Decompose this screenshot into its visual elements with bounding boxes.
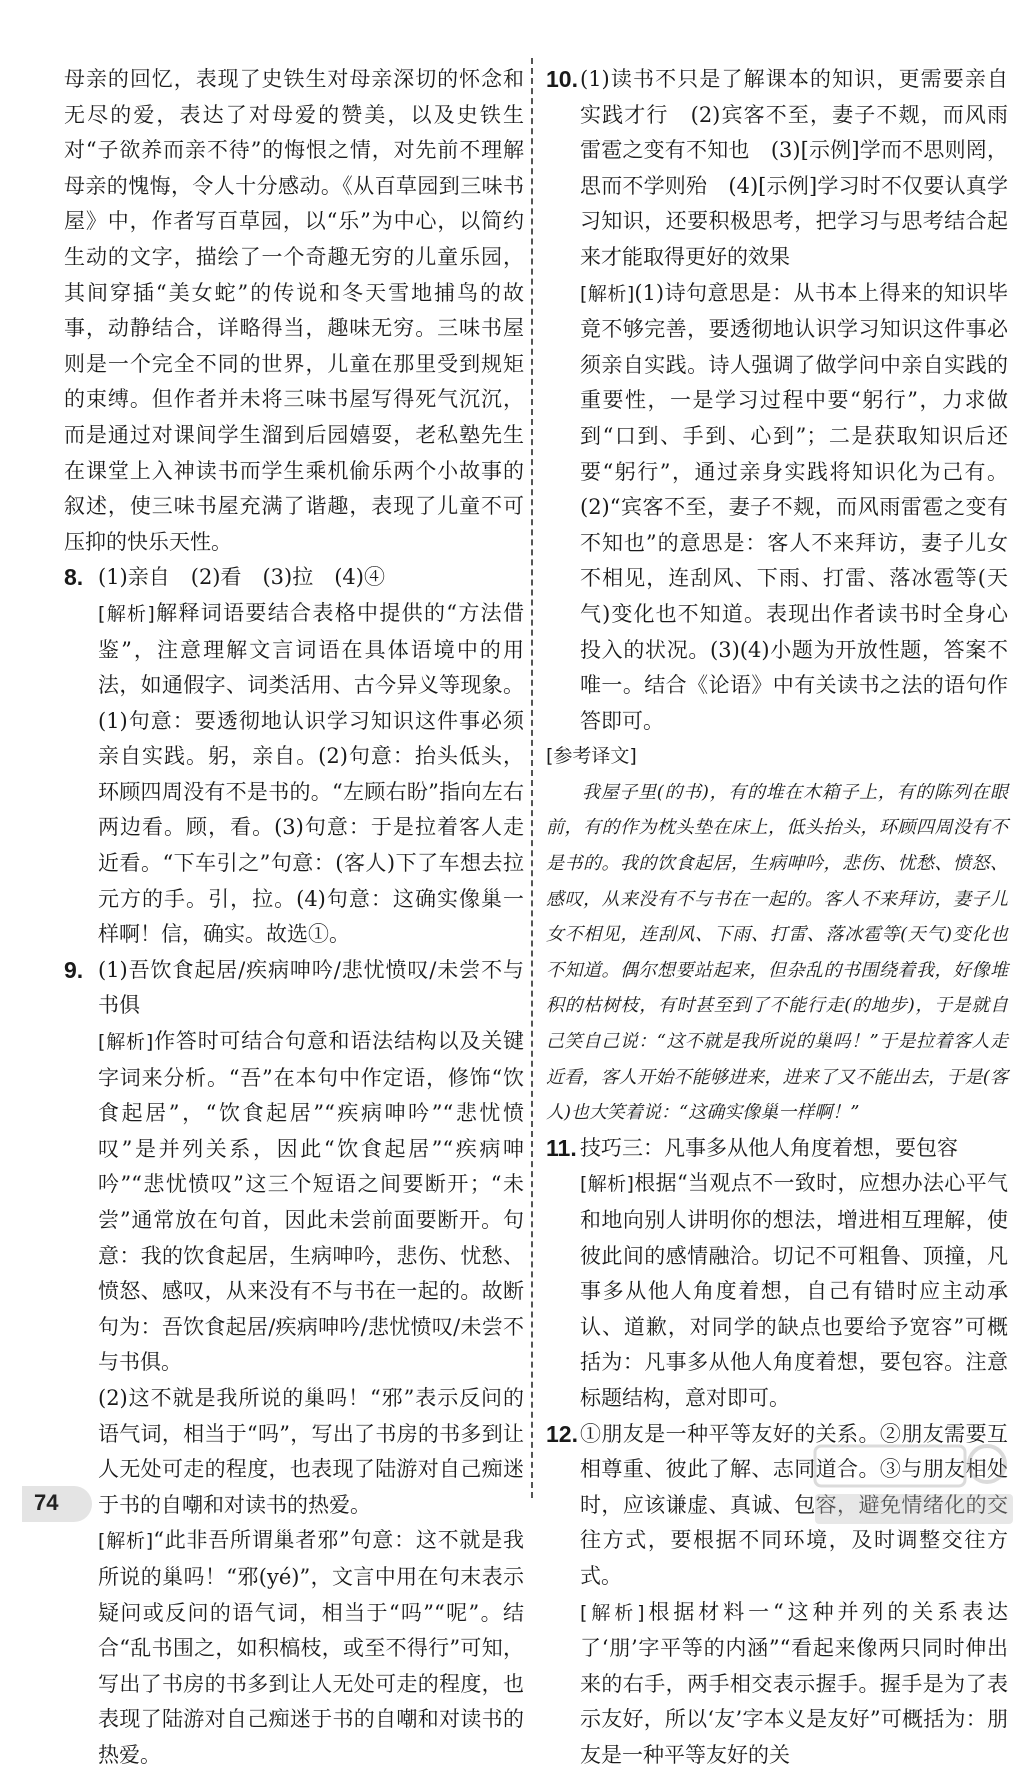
question-number: 12.	[546, 1420, 578, 1447]
analysis-tag: [解析]	[580, 282, 635, 305]
analysis-block	[98, 1024, 524, 1381]
analysis-tag: [解析]	[98, 1031, 154, 1054]
analysis-text: 解释词语要结合表格中提供的“方法借鉴”，注意理解文言词语在具体语境中的用法，如通假字、词类活用、古今异义等现象。(1)句意：要透彻地认识学习知识这件事必须亲自实践。躬，亲自。(2)句意：抬头低头，环顾四周没有不是书的。“左顾右盼”指向左右两边看。顾，看。(3)句意：于是拉着客人走近看。“下车引之”句意：(客人)下了车想去拉元方的手。引，拉。(4)句意：这确实像巢一样啊！信，确实。故选①。	[98, 600, 525, 947]
question-number: 10.	[546, 66, 578, 92]
question-9	[64, 953, 524, 1774]
analysis-block	[580, 1595, 1008, 1774]
answer-text: 技巧三：凡事多从他人角度着想，要包容	[580, 1135, 958, 1160]
analysis-block	[98, 596, 524, 953]
question-10	[546, 62, 1008, 739]
reference-translation-title: [参考译文]	[546, 745, 637, 768]
answer-text: (1)吾饮食起居/疾病呻吟/悲忧愤叹/未尝不与书俱	[98, 957, 524, 1018]
page-number-tab	[22, 1486, 92, 1522]
question-number: 8.	[64, 564, 84, 591]
answer-text: (1)亲自 (2)看 (3)拉 (4)④	[98, 565, 385, 590]
analysis-tag: [解析]	[98, 602, 155, 625]
analysis-text: (1)诗句意思是：从书本上得来的知识毕竟不够完善，要透彻地认识学习知识这件事必须亲自实践。诗人强调了做学问中亲自实践的重要性，一是学习过程中要“躬行”，力求做到“口到、手到、心到”；二是获取知识后还要“躬行”，通过亲身实践将知识化为己有。(2)“宾客不至，妻子不觌，而风雨雷雹之变有不知也”的意思是：客人不来拜访，妻子儿女不相见，连刮风、下雨、打雷、落冰雹等(天气)变化也不知道。表现出作者读书时全身心投入的状况。(3)(4)小题为开放性题，答案不唯一。结合《论语》中有关读书之法的语句作答即可。	[580, 280, 1009, 733]
analysis-text: 根据材料一“这种并列的关系表达了‘朋’字平等的内涵”“看起来像两只同时伸出来的右手，两手相交表示握手。握手是为了表示友好，所以‘友’字本义是友好”可概括为：朋友是一种平等友好的关	[580, 1599, 1008, 1767]
answer-text: (1)读书不只是了解课本的知识，更需要亲自实践才行 (2)宾客不至，妻子不觌，而风雨雷雹之变有不知也 (3)[示例]学而不思则罔，思而不学则殆 (4)[示例]学习时不仅要认真学习知识，还要积极思考，把学习与思考结合起来才能取得更好的效果	[580, 67, 1008, 269]
question-number: 9.	[64, 956, 84, 983]
analysis-tag: [解析]	[580, 1601, 645, 1624]
left-column	[64, 62, 524, 1774]
watermark-logo	[809, 1438, 1019, 1530]
question-number: 11.	[546, 1134, 577, 1161]
analysis-text: 作答时可结合句意和语法结构以及关键字词来分析。“吾”在本句中作定语，修饰“饮食起居”，“饮食起居”“疾病呻吟”“悲忧愤叹”是并列关系，因此“饮食起居”“疾病呻吟”“悲忧愤叹”这三个短语之间要断开；“未尝”通常放在句首，因此未尝前面要断开。句意：我的饮食起居，生病呻吟，悲伤、忧愁、愤怒、感叹，从来没有不与书在一起的。故断句为：吾饮食起居/疾病呻吟/悲忧愤叹/未尝不与书俱。	[98, 1029, 525, 1375]
analysis-block	[580, 1166, 1008, 1416]
answer-text: ①朋友是一种平等友好的关系。②朋友需要互相尊重、彼此了解、志同道合。③与朋友相处时，应该谦虚、真诚、包容，避免情绪化的交往方式，要根据不同环境，及时调整交往方式。	[580, 1421, 1008, 1588]
column-divider	[531, 58, 533, 1498]
analysis-block	[98, 1523, 524, 1773]
analysis-tag: [解析]	[580, 1173, 634, 1196]
analysis-text: 根据“当观点不一致时，应想办法心平气和地向别人讲明你的想法，增进相互理解，使彼此间的感情融洽。切记不可粗鲁、顶撞，凡事多从他人角度着想，自己有错时应主动承认、道歉，对同学的缺点也要给予宽容”可概括为：凡事多从他人角度着想，要包容。注意标题结构，意对即可。	[580, 1171, 1008, 1410]
analysis-tag: [解析]	[98, 1530, 154, 1553]
intro-paragraph: 母亲的回忆，表现了史铁生对母亲深切的怀念和无尽的爱，表达了对母爱的赞美，以及史铁生对“子欲养而亲不待”的悔恨之情，对先前不理解母亲的愧悔，令人十分感动。《从百草园到三味书屋》中，作者写百草园，以“乐”为中心，以简约生动的文字，描绘了一个奇趣无穷的儿童乐园，其间穿插“美女蛇”的传说和冬天雪地捕鸟的故事，动静结合，详略得当，趣味无穷。三味书屋则是一个完全不同的世界，儿童在那里受到规矩的束缚。但作者并未将三味书屋写得死气沉沉，而是通过对课间学生溜到后园嬉耍，老私塾先生在课堂上入神读书而学生乘机偷乐两个小故事的叙述，使三味书屋充满了谐趣，表现了儿童不可压抑的快乐天性。	[64, 67, 524, 554]
analysis-text: “此非吾所谓巢者邪”句意：这不就是我所说的巢吗！“邪(yé)”，文言中用在句末表示疑问或反问的语气词，相当于“吗”“呢”。结合“乱书围之，如积槁枝，或至不得行”可知，写出了书房的书多到让人无处可走的程度，也表现了陆游对自己痴迷于书的自嘲和对读书的热爱。	[98, 1528, 524, 1767]
answer-text: (2)这不就是我所说的巢吗！“邪”表示反问的语气词，相当于“吗”，写出了书房的书多到让人无处可走的程度，也表现了陆游对自己痴迷于书的自嘲和对读书的热爱。	[98, 1385, 524, 1517]
question-8	[64, 560, 524, 953]
question-11	[546, 1131, 1008, 1417]
page-number: 74	[34, 1490, 59, 1515]
reference-translation: 我屋子里(的书)，有的堆在木箱子上，有的陈列在眼前，有的作为枕头垫在床上，低头抬头，环顾四周没有不是书的。我的饮食起居，生病呻吟，悲伤、忧愁、愤怒、感叹，从来没有不与书在一起的。客人不来拜访，妻子儿女不相见，连刮风、下雨、打雷、落冰雹等(天气)变化也不知道。偶尔想要站起来，但杂乱的书围绕着我，好像堆积的枯树枝，有时甚至到了不能行走(的地步)，于是就自己笑自己说：“这不就是我所说的巢吗！”于是拉着客人走近看，客人开始不能够进来，进来了又不能出去，于是(客人)也大笑着说：“这确实像巢一样啊！”	[546, 781, 1008, 1124]
analysis-block	[580, 276, 1008, 740]
